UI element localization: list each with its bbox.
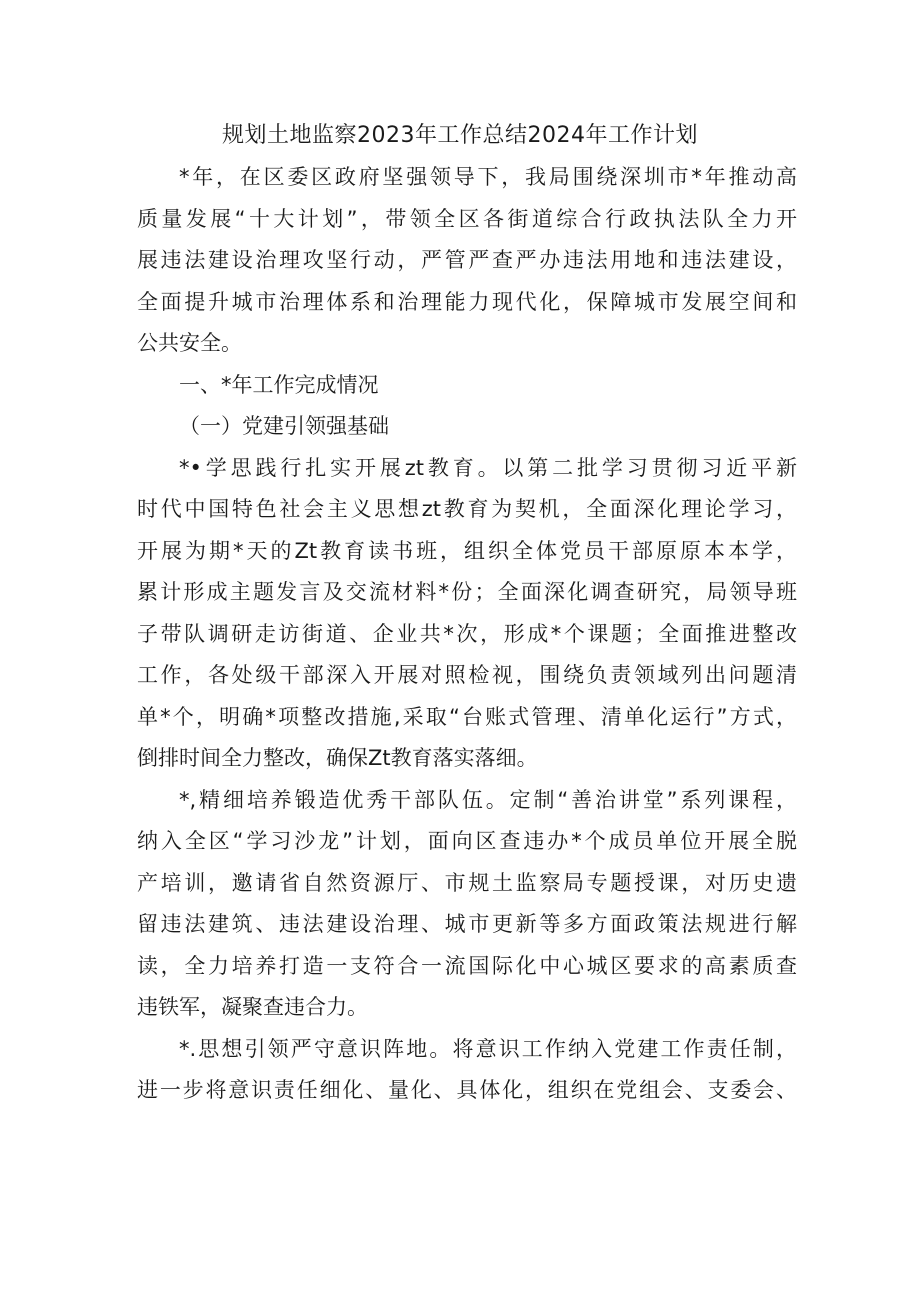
text-line: 工作，各处级干部深入开展对照检视，围绕负责领域列出问题清: [137, 663, 797, 687]
text-line: 展违法建设治理攻坚行动，严管严查严办违法用地和违法建设，: [137, 248, 797, 272]
text-line: 子带队调研走访街道、企业共*次，形成*个课题；全面推进整改: [137, 621, 797, 646]
text-line: 纳入全区“学习沙龙”计划，面向区查违办*个成员单位开展全脱: [137, 829, 797, 853]
text-line: 违铁军，凝聚查违合力。: [137, 995, 368, 1019]
text-line: 全面提升城市治理体系和治理能力现代化，保障城市发展空间和: [137, 289, 797, 314]
text-line: 质量发展“十大计划”，带领全区各街道综合行政执法队全力开: [137, 206, 797, 231]
document-body: [137, 157, 797, 1112]
text-line: 时代中国特色社会主义思想zt教育为契机，全面深化理论学习，: [137, 497, 797, 521]
text-line: *•学思践行扎实开展zt教育。以第二批学习贯彻习近平新: [179, 455, 797, 480]
text-line: 读，全力培养打造一支符合一流国际化中心城区要求的高素质查: [137, 953, 797, 978]
text-line: 公共安全。: [137, 331, 242, 355]
text-line: 进一步将意识责任细化、量化、具体化，组织在党组会、支委会、: [137, 1078, 797, 1102]
text-line: 累计形成主题发言及交流材料*份；全面深化调查研究，局领导班: [137, 580, 797, 604]
text-line: *年，在区委区政府坚强领导下，我局围绕深圳市*年推动高: [179, 165, 797, 189]
text-line: 留违法建筑、违法建设治理、城市更新等多方面政策法规进行解: [137, 912, 797, 936]
text-line: 产培训，邀请省自然资源厅、市规土监察局专题授课，对历史遗: [137, 870, 797, 895]
text-line: *.思想引领严守意识阵地。将意识工作纳入党建工作责任制，: [179, 1036, 797, 1061]
document-title: 规划土地监察2023年工作总结2024年工作计划: [222, 123, 698, 148]
subsection-heading: （一）党建引领强基础: [179, 414, 389, 438]
text-line: 倒排时间全力整改，确保Zt教育落实落细。: [137, 746, 538, 770]
text-line: 开展为期*天的Zt教育读书班，组织全体党员干部原原本本学，: [137, 538, 797, 563]
text-line: *,精细培养锻造优秀干部队伍。定制“善治讲堂”系列课程，: [179, 787, 797, 812]
text-line: 单*个，明确*项整改措施,采取“台账式管理、清单化运行”方式，: [137, 704, 797, 729]
section-heading: 一、*年工作完成情况: [179, 372, 379, 397]
